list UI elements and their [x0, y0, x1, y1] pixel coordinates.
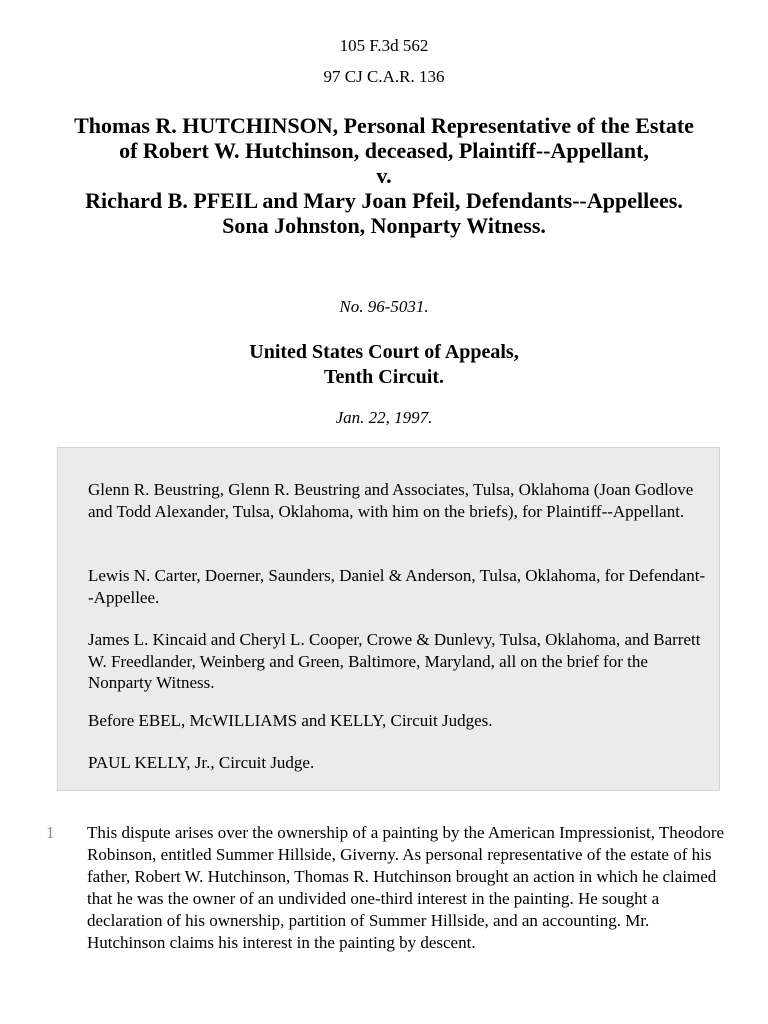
reporter-citation: 105 F.3d 562 [339, 36, 429, 55]
counsel-paragraph: Glenn R. Beustring, Glenn R. Beustring and Associates, Tulsa, Oklahoma (Joan Godlove and Todd Alexander, Tulsa, Oklahoma, with him on the briefs), for Plaintiff--Appellant. [88, 480, 694, 521]
caption-line: Sona Johnston, Nonparty Witness. [222, 213, 546, 238]
docket-number: No. 96-5031. [339, 297, 429, 316]
secondary-citation: 97 CJ C.A.R. 136 [323, 67, 445, 86]
caption-line: Richard B. PFEIL and Mary Joan Pfeil, Defendants--Appellees. [85, 188, 683, 213]
court-name [0, 340, 768, 390]
decision-date: Jan. 22, 1997. [335, 408, 433, 427]
paragraph-number: 1 [46, 823, 55, 842]
caption-line: v. [376, 163, 392, 188]
counsel-paragraph: James L. Kincaid and Cheryl L. Cooper, Crowe & Dunlevy, Tulsa, Oklahoma, and Barrett W. Freedlander, Weinberg and Green, Baltimore, Maryland, all on the brief for the Nonparty Witness. [88, 630, 701, 692]
authoring-judge-line: PAUL KELLY, Jr., Circuit Judge. [88, 753, 315, 772]
court-name-line: United States Court of Appeals, [249, 341, 519, 363]
caption-line: of Robert W. Hutchinson, deceased, Plaintiff--Appellant, [119, 138, 649, 163]
caption-line: Thomas R. HUTCHINSON, Personal Representative of the Estate [74, 113, 694, 138]
case-caption [30, 113, 738, 238]
opinion-paragraph: This dispute arises over the ownership of a painting by the American Impressionist, Theodore Robinson, entitled Summer Hillside, Giverny. As personal representative of the estate of his father, Robert W. Hutchinson, Thomas R. Hutchinson brought an action in which he claimed that he was the owner of an undivided one-third interest in the painting. He sought a declaration of his ownership, partition of Summer Hillside, and an accounting. Mr. Hutchinson claims his interest in the painting by descent. [87, 823, 725, 952]
counsel-panel [57, 447, 720, 791]
judges-panel-line: Before EBEL, McWILLIAMS and KELLY, Circuit Judges. [88, 711, 493, 730]
court-name-line: Tenth Circuit. [323, 366, 445, 388]
counsel-paragraph: Lewis N. Carter, Doerner, Saunders, Daniel & Anderson, Tulsa, Oklahoma, for Defendant--Appellee. [88, 566, 706, 607]
